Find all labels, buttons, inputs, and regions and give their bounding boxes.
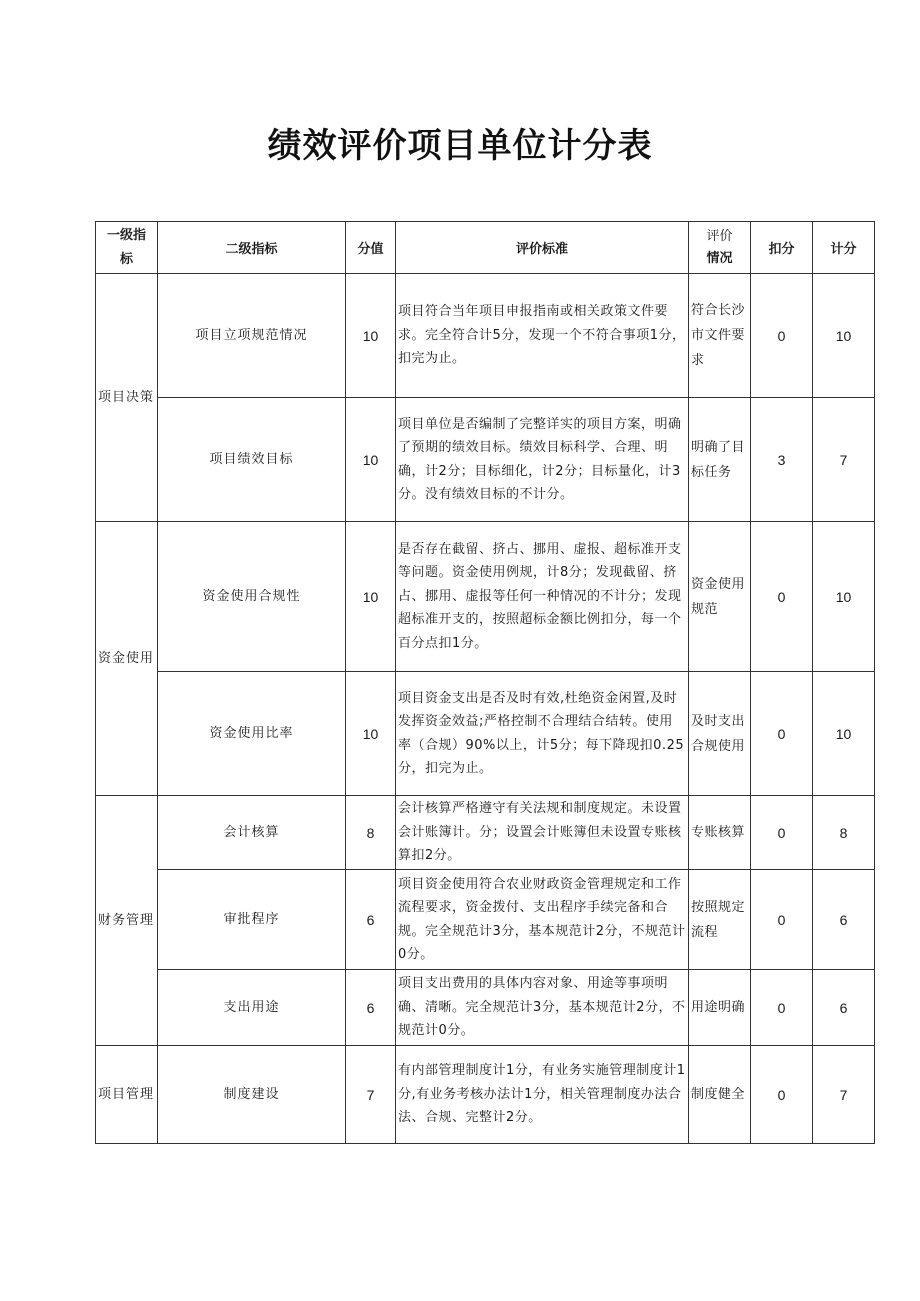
score-cell: 6: [346, 870, 396, 970]
header-situation-line1: 评价: [706, 228, 733, 244]
level2-cell: 项目立项规范情况: [158, 274, 346, 398]
table-row: [96, 796, 875, 870]
level2-cell: 支出用途: [158, 970, 346, 1046]
situation-cell: 用途明确: [689, 970, 751, 1046]
situation-cell: 符合长沙市文件要求: [689, 274, 751, 398]
table-row: [96, 274, 875, 398]
score-cell: 10: [346, 398, 396, 522]
table-row: [96, 970, 875, 1046]
total-cell: 10: [813, 672, 875, 796]
situation-cell: 资金使用规范: [689, 522, 751, 672]
standard-cell: 项目单位是否编制了完整详实的项目方案，明确了预期的绩效目标。绩效目标科学、合理、明确，计2分；目标细化，计2分；目标量化，计3分。没有绩效目标的不计分。: [396, 398, 689, 522]
deduct-cell: 0: [751, 796, 813, 870]
header-level1: 一级指标: [96, 222, 158, 274]
deduct-cell: 0: [751, 970, 813, 1046]
header-row: [96, 222, 875, 274]
total-cell: 10: [813, 522, 875, 672]
total-cell: 6: [813, 870, 875, 970]
standard-cell: 项目资金使用符合农业财政资金管理规定和工作流程要求，资金拨付、支出程序手续完备和合规。完全规范计3分，基本规范计2分，不规范计0分。: [396, 870, 689, 970]
situation-cell: 明确了目标任务: [689, 398, 751, 522]
header-level2: 二级指标: [158, 222, 346, 274]
level1-cell: 项目决策: [96, 274, 158, 522]
situation-cell: 专账核算: [689, 796, 751, 870]
total-cell: 8: [813, 796, 875, 870]
page-title: 绩效评价项目单位计分表: [267, 126, 653, 166]
level2-cell: 会计核算: [158, 796, 346, 870]
standard-cell: 项目符合当年项目申报指南或相关政策文件要求。完全符合计5分，发现一个不符合事项1分，扣完为止。: [396, 274, 689, 398]
header-deduct: 扣分: [751, 222, 813, 274]
total-cell: 10: [813, 274, 875, 398]
total-cell: 6: [813, 970, 875, 1046]
score-cell: 8: [346, 796, 396, 870]
level2-cell: 资金使用合规性: [158, 522, 346, 672]
score-cell: 10: [346, 522, 396, 672]
score-table: [95, 221, 875, 1144]
header-total: 计分: [813, 222, 875, 274]
level2-cell: 制度建设: [158, 1046, 346, 1144]
table-row: [96, 672, 875, 796]
situation-cell: 及时支出合规使用: [689, 672, 751, 796]
level1-cell: 项目管理: [96, 1046, 158, 1144]
table-row: [96, 1046, 875, 1144]
score-cell: 10: [346, 672, 396, 796]
total-cell: 7: [813, 1046, 875, 1144]
header-standard: 评价标准: [396, 222, 689, 274]
level2-cell: 资金使用比率: [158, 672, 346, 796]
level1-cell: 资金使用: [96, 522, 158, 796]
total-cell: 7: [813, 398, 875, 522]
score-cell: 7: [346, 1046, 396, 1144]
table-row: [96, 870, 875, 970]
standard-cell: 项目资金支出是否及时有效,杜绝资金闲置,及时发挥资金效益;严格控制不合理结合结转。使用率（合规）90%以上，计5分；每下降现扣0.25分，扣完为止。: [396, 672, 689, 796]
standard-cell: 是否存在截留、挤占、挪用、虚报、超标准开支等问题。资金使用例规，计8分；发现截留、挤占、挪用、虚报等任何一种情况的不计分；发现超标准开支的，按照超标金额比例扣分，每一个百分点扣1分。: [396, 522, 689, 672]
table-row: [96, 398, 875, 522]
level2-cell: 审批程序: [158, 870, 346, 970]
standard-cell: 会计核算严格遵守有关法规和制度规定。未设置会计账簿计。分；设置会计账簿但未设置专账核算扣2分。: [396, 796, 689, 870]
level2-cell: 项目绩效目标: [158, 398, 346, 522]
table-row: [96, 522, 875, 672]
header-score: 分值: [346, 222, 396, 274]
header-situation: [689, 222, 751, 274]
deduct-cell: 0: [751, 1046, 813, 1144]
deduct-cell: 0: [751, 522, 813, 672]
deduct-cell: 0: [751, 672, 813, 796]
situation-cell: 制度健全: [689, 1046, 751, 1144]
header-situation-line2: 情况: [706, 250, 733, 266]
situation-cell: 按照规定流程: [689, 870, 751, 970]
standard-cell: 项目支出费用的具体内容对象、用途等事项明确、清晰。完全规范计3分，基本规范计2分，不规范计0分。: [396, 970, 689, 1046]
deduct-cell: 3: [751, 398, 813, 522]
score-cell: 10: [346, 274, 396, 398]
score-cell: 6: [346, 970, 396, 1046]
standard-cell: 有内部管理制度计1分，有业务实施管理制度计1分,有业务考核办法计1分，相关管理制度办法合法、合规、完整计2分。: [396, 1046, 689, 1144]
deduct-cell: 0: [751, 274, 813, 398]
deduct-cell: 0: [751, 870, 813, 970]
level1-cell: 财务管理: [96, 796, 158, 1046]
